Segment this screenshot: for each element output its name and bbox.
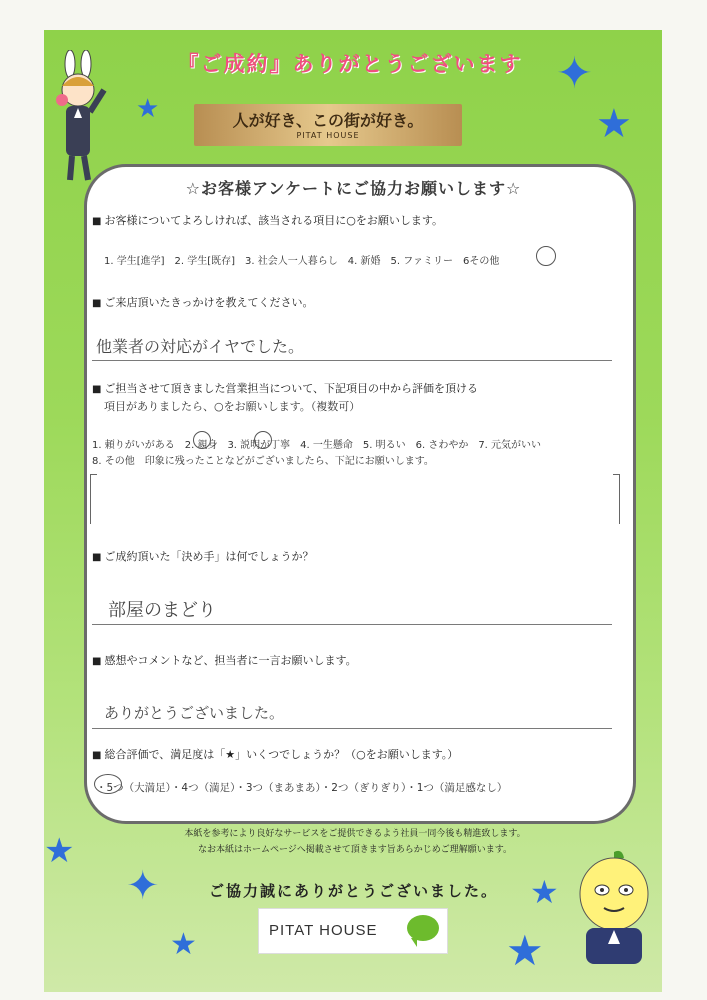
staff-evaluation-options: 1. 頼りがいがある 2. 親身 3. 説明が丁寧 4. 一生懸命 5. 明るい 6. さわやか 7. 元気がいい — [92, 440, 542, 451]
star-icon: ★ — [506, 926, 544, 975]
question-visit-reason: ■ ご来店頂いたきっかけを教えてください。 — [92, 294, 313, 310]
disclaimer-line-2: なお本紙はホームページへ掲載させて頂きます旨あらかじめご理解願います。 — [197, 845, 513, 855]
disclaimer-line-1: 本紙を参考により良好なサービスをご提供できるよう社員一同今後も精進致します。 — [184, 829, 526, 839]
star-icon: ★ — [136, 94, 160, 124]
star-icon: ★ — [530, 873, 559, 911]
banner-brand: PITAT HOUSE — [296, 131, 360, 140]
question-customer-type: ■ お客様についてよろしければ、該当される項目に○をお願いします。 — [92, 212, 443, 228]
star-icon: ✦ — [126, 863, 160, 909]
star-icon: ✦ — [556, 48, 593, 99]
speech-bubble-icon — [407, 915, 439, 941]
satisfaction-options: ・5つ（大満足）・4つ（満足）・3つ（まあまあ）・2つ（ぎりぎり）・1つ（満足感なし） — [96, 782, 508, 794]
staff-evaluation-note: 項目がありましたら、○をお願いします。（複数可） — [104, 400, 361, 413]
answer-deciding-factor: 部屋のまどり — [108, 600, 216, 621]
answer-line — [92, 728, 612, 729]
lemon-mascot-illustration — [572, 848, 656, 968]
answer-circle-mark — [536, 246, 556, 266]
answer-visit-reason: 他業者の対応がイヤでした。 — [96, 337, 305, 356]
page-title: 『ご成約』ありがとうございます — [177, 52, 523, 76]
answer-circle-mark — [254, 431, 272, 449]
thank-you-message: ご協力誠にありがとうございました。 — [208, 882, 498, 900]
customer-type-options: 1. 学生[進学] 2. 学生[既存] 3. 社会人一人暮らし 4. 新婚 5. ファミリー 6その他 — [104, 256, 500, 267]
survey-title: ☆お客様アンケートにご協力お願いします☆ — [185, 179, 522, 198]
answer-circle-mark — [193, 431, 211, 449]
tagline-banner — [194, 104, 462, 146]
answer-line — [92, 360, 612, 361]
staff-evaluation-other: 8. その他 印象に残ったことなどがございましたら、下記にお願いします。 — [92, 456, 434, 467]
answer-line — [92, 624, 612, 625]
company-logo — [258, 908, 448, 954]
question-satisfaction: ■ 総合評価で、満足度は「★」いくつでしょうか？（○をお願いします。） — [92, 746, 458, 762]
question-staff-evaluation: ■ ご担当させて頂きました営業担当について、下記項目の中から評価を頂ける — [92, 380, 478, 396]
logo-text: PITAT HOUSE — [269, 922, 378, 939]
tagline: 人が好き、この街が好き。 — [232, 111, 424, 130]
question-comments: ■ 感想やコメントなど、担当者に一言お願いします。 — [92, 652, 357, 668]
comment-box — [90, 474, 620, 524]
star-icon: ★ — [170, 927, 197, 962]
answer-circle-mark — [94, 774, 122, 794]
question-deciding-factor: ■ ご成約頂いた「決め手」は何でしょうか？ — [92, 548, 313, 564]
star-icon: ★ — [596, 101, 632, 147]
star-icon: ★ — [44, 831, 75, 871]
answer-comments: ありがとうございました。 — [104, 704, 285, 722]
